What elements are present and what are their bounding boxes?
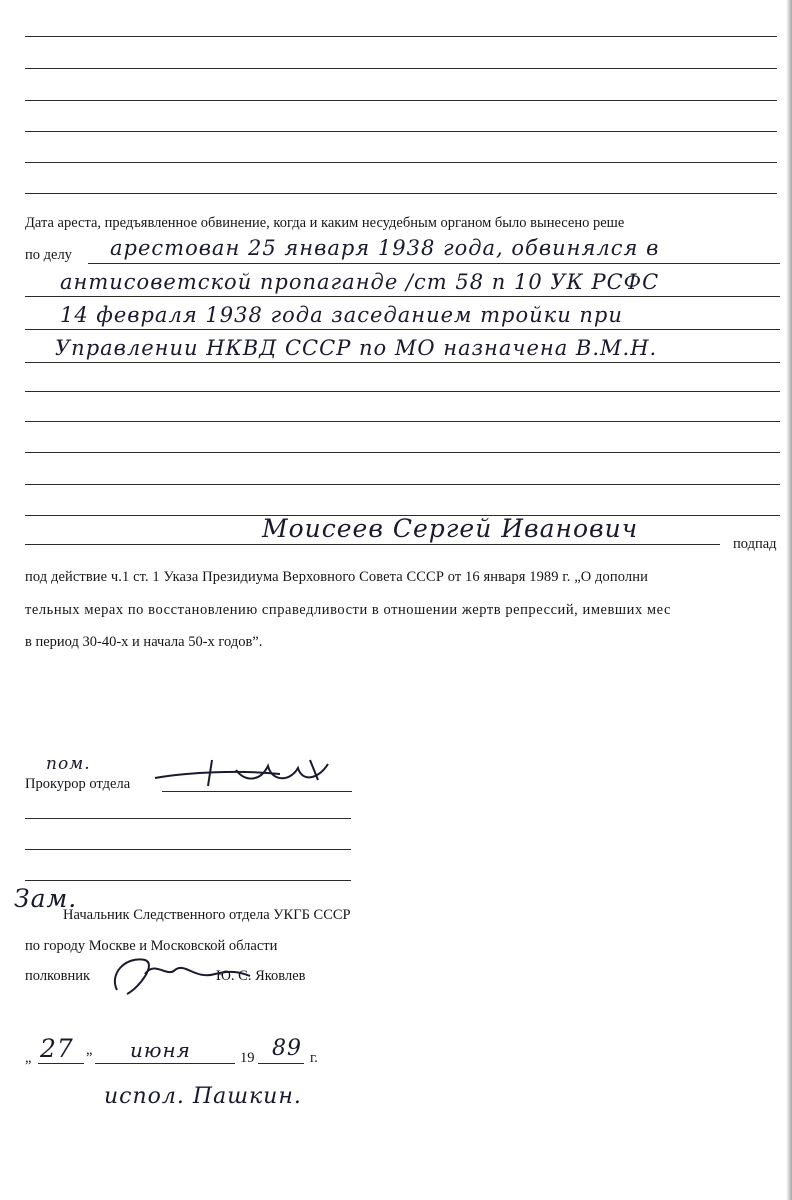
arrest-prompt: Дата ареста, предъявленное обвинение, когда и каким несудебным органом было вынесено реше: [25, 215, 625, 231]
date-year-suffix: 89: [272, 1036, 302, 1061]
executor-note: испол. Пашкин.: [104, 1084, 302, 1109]
prosecutor-signature: [150, 752, 350, 792]
falls-under-label: подпад: [733, 536, 777, 552]
scan-edge-shadow: [786, 0, 792, 1200]
case-prefix: по делу: [25, 247, 72, 263]
arrest-handwritten-line-3: 14 февраля 1938 года заседанием тройки при: [60, 303, 623, 327]
date-year-unit: г.: [310, 1050, 318, 1066]
ruled-line: [25, 362, 780, 363]
prosecutor-handwritten-prefix: пом.: [46, 754, 91, 774]
ruled-line: [25, 452, 780, 453]
decree-line-2: тельных мерах по восстановлению справедливости в отношении жертв репрессий, имевших мес: [25, 602, 671, 618]
ruled-line: [25, 296, 780, 297]
ruled-line: [25, 162, 777, 163]
chief-name: Ю. С. Яковлев: [216, 968, 306, 984]
ruled-line: [25, 544, 720, 545]
person-name: Моисеев Сергей Иванович: [262, 514, 639, 543]
ruled-line: [25, 818, 351, 819]
date-close-quote: ”: [86, 1050, 93, 1066]
ruled-line: [25, 36, 777, 37]
arrest-handwritten-line-4: Управлении НКВД СССР по МО назначена В.М.Н.: [55, 336, 658, 360]
date-day: 27: [40, 1034, 74, 1063]
date-month: июня: [130, 1038, 191, 1062]
chief-title-line-2: по городу Москве и Московской области: [25, 938, 278, 954]
date-open-quote: „: [25, 1050, 32, 1066]
ruled-line: [25, 421, 780, 422]
decree-line-1: под действие ч.1 ст. 1 Указа Президиума Верховного Совета СССР от 16 января 1989 г. „О дополни: [25, 569, 648, 585]
ruled-line: [25, 131, 777, 132]
ruled-line: [25, 68, 777, 69]
ruled-line: [25, 849, 351, 850]
ruled-line: [25, 484, 780, 485]
date-year-prefix: 19: [240, 1050, 255, 1066]
chief-signature: [105, 950, 255, 1000]
ruled-line: [88, 263, 780, 264]
prosecutor-label: Прокурор отдела: [25, 776, 131, 792]
ruled-line: [25, 880, 351, 881]
decree-line-3: в период 30-40-х и начала 50-х годов”.: [25, 634, 263, 650]
ruled-line: [25, 329, 780, 330]
arrest-handwritten-line-1: арестован 25 января 1938 года, обвинялся в: [110, 236, 660, 260]
ruled-line: [25, 100, 777, 101]
ruled-line: [25, 193, 777, 194]
ruled-line: [25, 391, 780, 392]
date-month-blank: [95, 1063, 235, 1064]
chief-title-line-1: Начальник Следственного отдела УКГБ СССР: [63, 907, 351, 923]
date-day-blank: [38, 1063, 84, 1064]
date-year-blank: [258, 1063, 304, 1064]
chief-handwritten-prefix: Зам.: [14, 884, 78, 913]
chief-rank: полковник: [25, 968, 91, 984]
arrest-handwritten-line-2: антисоветской пропаганде /ст 58 п 10 УК РСФС: [60, 270, 660, 294]
